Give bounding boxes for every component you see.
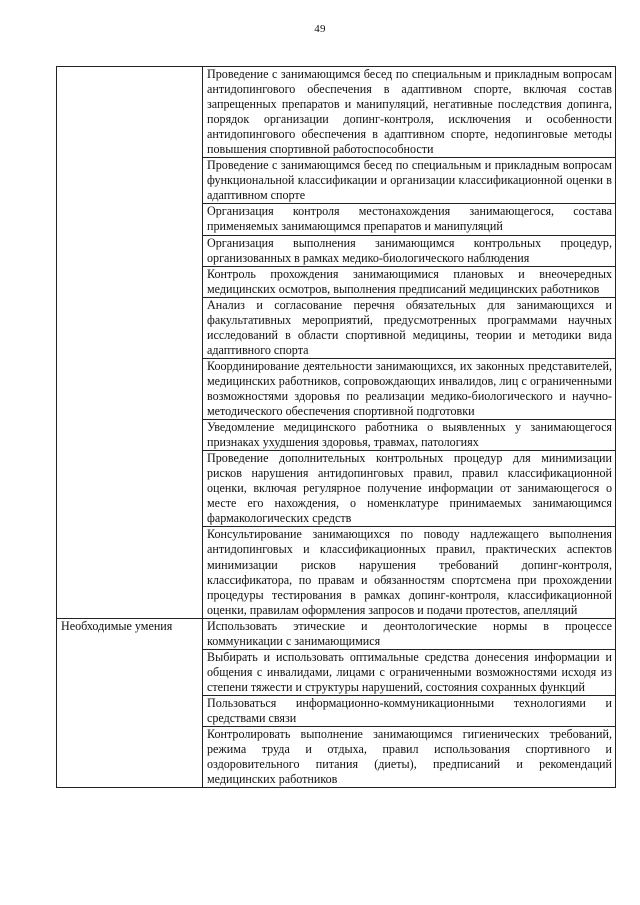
page-number: 49 [314, 23, 326, 35]
table-cell: Контролировать выполнение занимающимся гигиенических требований, режима труда и отдыха, правил использования спортивного и оздоровительного питания (диеты), предписаний и рекомендаций медицинских работников [203, 727, 616, 788]
table-cell: Координирование деятельности занимающихся, их законных представителей, медицинских работников, сопровождающих инвалидов, лиц с ограниченными возможностями здоровья по реализации медико-биологического и научно-методического обеспечения спортивной подготовки [203, 358, 616, 419]
section-label-cell [57, 67, 203, 619]
table-cell: Анализ и согласование перечня обязательных для занимающихся и факультативных мероприятий, предусмотренных программами научных исследований в области спортивной медицины, теории и методики вида адаптивного спорта [203, 297, 616, 358]
skills-label-cell: Необходимые умения [57, 618, 203, 788]
table-cell: Проведение дополнительных контрольных процедур для минимизации рисков нарушения антидопинговых правил, правил классификационной оценки, включая регулярное получение информации от занимающегося о месте его нахождения, о номенклатуре принимаемых занимающимся фармакологических средств [203, 451, 616, 527]
table-cell: Пользоваться информационно-коммуникационными технологиями и средствами связи [203, 695, 616, 726]
table-cell: Выбирать и использовать оптимальные средства донесения информации и общения с инвалидами, лицами с ограниченными возможностями исходя из степени тяжести и структуры нарушений, состояния сохранных функций [203, 649, 616, 695]
table-cell: Организация выполнения занимающимся контрольных процедур, организованных в рамках медико-биологического наблюдения [203, 235, 616, 266]
table-cell: Контроль прохождения занимающимися плановых и внеочередных медицинских осмотров, выполнения предписаний медицинских работников [203, 266, 616, 297]
table-cell: Уведомление медицинского работника о выявленных у занимающегося признаках ухудшения здоровья, травмах, патологиях [203, 420, 616, 451]
table-row [57, 67, 616, 158]
competency-table [56, 66, 616, 788]
table-cell: Консультирование занимающихся по поводу надлежащего выполнения антидопинговых и классификационных правил, практических аспектов минимизации рисков нарушения требований допинг-контроля, классификатора, по правам и обязанностям спортсмена при прохождении процедуры тестирования в рамках допинг-контроля, классификационной оценки, правилам оформления запросов и подачи протестов, апелляций [203, 527, 616, 618]
table-row [57, 618, 616, 649]
table-cell: Проведение с занимающимся бесед по специальным и прикладным вопросам функциональной классификации и организации классификационной оценки в адаптивном спорте [203, 158, 616, 204]
table-cell: Проведение с занимающимся бесед по специальным и прикладным вопросам антидопингового обеспечения в адаптивном спорте, включая состав запрещенных препаратов и манипуляций, негативные последствия допинга, порядок организации допинг-контроля, исключения и особенности антидопингового обеспечения в адаптивном спорте, недопинговые методы повышения спортивной работоспособности [203, 67, 616, 158]
table-cell: Организация контроля местонахождения занимающегося, состава применяемых занимающимся препаратов и манипуляций [203, 204, 616, 235]
table-cell: Использовать этические и деонтологические нормы в процессе коммуникации с занимающимися [203, 618, 616, 649]
